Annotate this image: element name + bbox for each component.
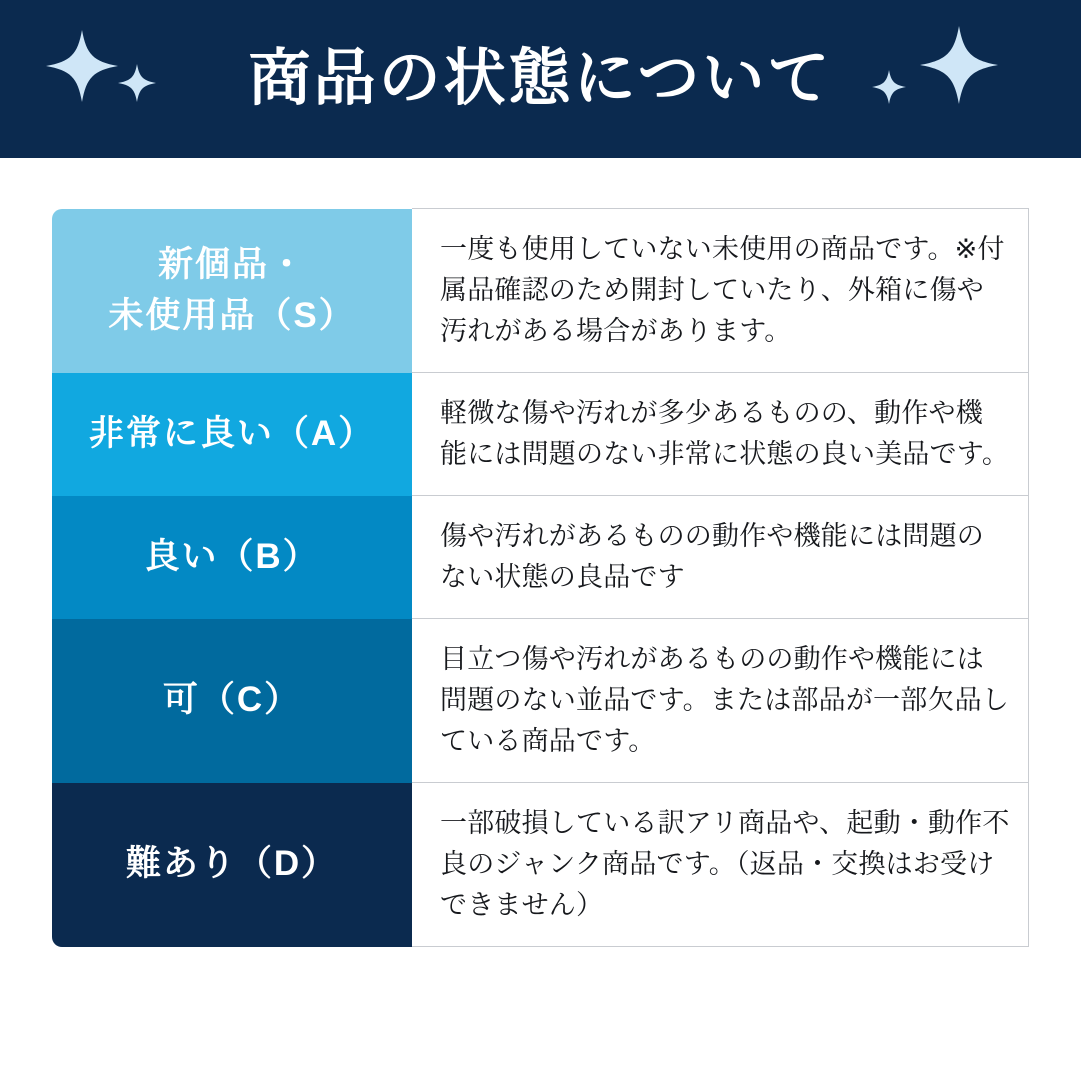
table-row bbox=[52, 783, 1029, 947]
grade-label-d bbox=[52, 783, 412, 947]
grade-label-line: 未使用品（S） bbox=[108, 295, 356, 335]
table-row bbox=[52, 209, 1029, 373]
sparkle-icon bbox=[920, 26, 998, 104]
grade-label-s bbox=[52, 209, 412, 373]
grade-description-b: 傷や汚れがあるものの動作や機能には問題のない状態の良品です bbox=[412, 496, 1029, 619]
grade-description-s: 一度も使用していない未使用の商品です。※付属品確認のため開封していたり、外箱に傷や汚れがある場合があります。 bbox=[412, 209, 1029, 373]
page-title: 商品の状態について bbox=[248, 44, 833, 113]
sparkle-icon bbox=[46, 30, 118, 102]
header-banner bbox=[0, 0, 1081, 158]
grade-description-c: 目立つ傷や汚れがあるものの動作や機能には問題のない並品です。または部品が一部欠品している商品です。 bbox=[412, 619, 1029, 783]
grade-label-a bbox=[52, 373, 412, 496]
grade-label-line: 良い（B） bbox=[144, 536, 320, 576]
table-row bbox=[52, 496, 1029, 619]
grade-label-line: 新個品・ bbox=[157, 244, 306, 284]
grade-description-a: 軽微な傷や汚れが多少あるものの、動作や機能には問題のない非常に状態の良い美品です。 bbox=[412, 373, 1029, 496]
condition-table-container bbox=[0, 158, 1081, 947]
condition-table bbox=[52, 208, 1029, 947]
table-row bbox=[52, 373, 1029, 496]
grade-description-d: 一部破損している訳アリ商品や、起動・動作不良のジャンク商品です。（返品・交換はお受けできません） bbox=[412, 783, 1029, 947]
table-row bbox=[52, 619, 1029, 783]
sparkle-icon bbox=[118, 64, 156, 102]
sparkle-icon bbox=[872, 70, 906, 104]
grade-label-line: 可（C） bbox=[162, 680, 302, 720]
grade-label-b bbox=[52, 496, 412, 619]
grade-label-line: 非常に良い（A） bbox=[88, 413, 376, 453]
grade-label-c bbox=[52, 619, 412, 783]
grade-label-line: 難あり（D） bbox=[125, 844, 339, 884]
